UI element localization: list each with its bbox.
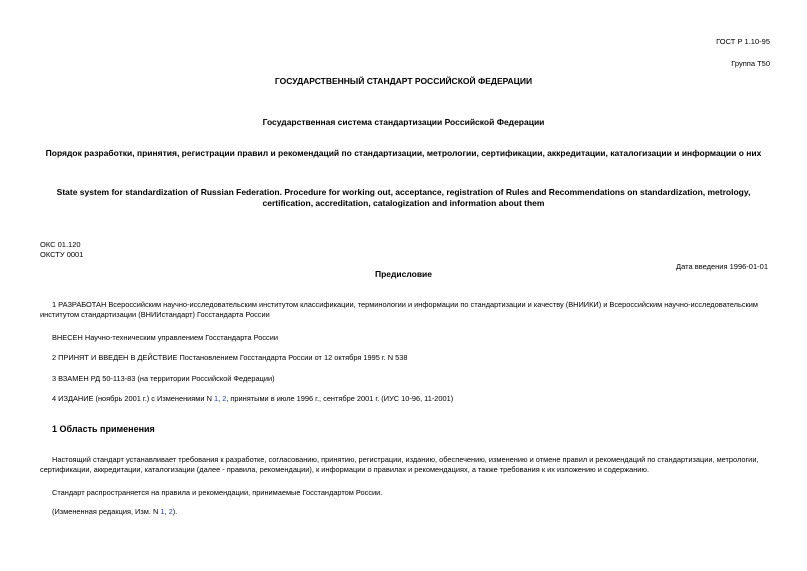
separator: , — [218, 394, 223, 403]
section-1-paragraph-2: Стандарт распространяется на правила и рекомендации, принимаемые Госстандартом России. — [52, 488, 383, 497]
section-1-heading: 1 Область применения — [52, 424, 155, 434]
preface-item-4-text: 4 ИЗДАНИЕ (ноябрь 2001 г.) с Изменениями N — [52, 394, 214, 403]
group-label: Группа Т50 — [731, 59, 770, 68]
section-1-p3-text: (Измененная редакция, Изм. N — [52, 507, 161, 516]
preface-item-introduced: ВНЕСЕН Научно-техническим управлением Госстандарта России — [52, 333, 278, 342]
okstu-code: ОКСТУ 0001 — [40, 250, 84, 259]
preface-item-4 — [52, 394, 453, 404]
system-title: Государственная система стандартизации Российской Федерации — [262, 117, 545, 127]
section-1-paragraph-3 — [52, 507, 177, 517]
amendment-1-link[interactable]: 1 — [213, 394, 219, 403]
title-russian: Порядок разработки, принятия, регистрации правил и рекомендаций по стандартизации, метрологии, сертификации, аккредитации, каталогизации и информации о них — [45, 148, 762, 158]
preface-item-1: 1 РАЗРАБОТАН Всероссийским научно-исследовательским институтом классификации, терминологии и информации по стандартизации и качеству (ВНИИКИ) и Всероссийским научно-исследовательским институтом стандартизации (ВНИИстандарт) Госстандарта России — [40, 300, 758, 319]
preface-item-4-tail: , принятыми в июле 1996 г., сентябре 2001 г. (ИУС 10-96, 11-2001) — [226, 394, 454, 403]
preface-item-2: 2 ПРИНЯТ И ВВЕДЕН В ДЕЙСТВИЕ Постановлением Госстандарта России от 12 октября 1995 г. N 538 — [52, 353, 408, 362]
title-english: State system for standardization of Russian Federation. Procedure for working out, acceptance, registration of Rules and Recommendations on standardization, metrology, certification, accreditation, catalogization and information about them — [56, 187, 751, 208]
intro-date: Дата введения 1996-01-01 — [676, 262, 768, 271]
preface-item-3: 3 ВЗАМЕН РД 50-113-83 (на территории Российской Федерации) — [52, 374, 275, 383]
preface-heading: Предисловие — [374, 269, 433, 279]
amendment-1-link[interactable]: 1 — [160, 507, 165, 516]
oks-code: ОКС 01.120 — [40, 240, 81, 249]
standard-code: ГОСТ Р 1.10-95 — [716, 37, 770, 46]
amendment-2-link[interactable]: 2 — [168, 507, 173, 516]
amendment-2-link[interactable]: 2 — [222, 394, 227, 403]
document-main-title: ГОСУДАРСТВЕННЫЙ СТАНДАРТ РОССИЙСКОЙ ФЕДЕРАЦИИ — [274, 76, 533, 86]
section-1-p3-tail: ). — [172, 507, 178, 516]
section-1-paragraph-1: Настоящий стандарт устанавливает требования к разработке, согласованию, принятию, регистрации, изданию, обеспечению, изменению и отмене правил и рекомендаций по стандартизации, метрологии, сертификации, аккредитации, каталогизации (далее - правила, рекомендации), к информации о правилах и рекомендациях, а также требования к их изложению и содержанию. — [40, 455, 759, 474]
separator: , — [164, 507, 169, 516]
